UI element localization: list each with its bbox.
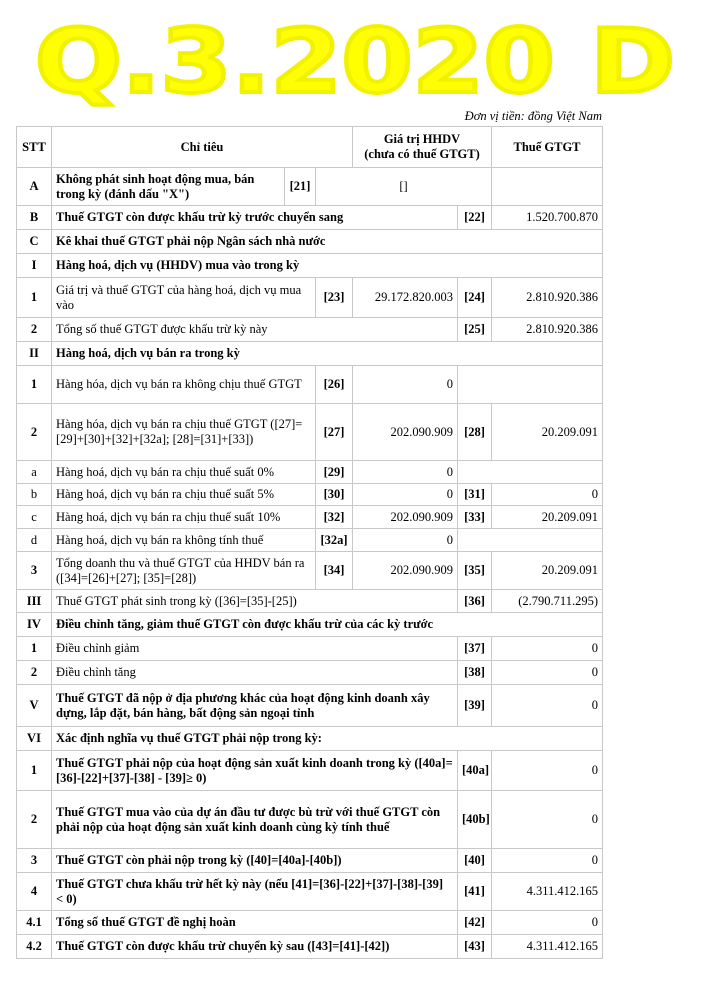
stamp-text: Q.3.2020 D	[35, 10, 675, 110]
header-stt: STT	[17, 127, 52, 168]
table-row: B Thuế GTGT còn được khấu trừ kỳ trước chuyển sang [22] 1.520.700.870	[17, 206, 603, 230]
table-row: C Kê khai thuế GTGT phải nộp Ngân sách nhà nước	[17, 230, 603, 254]
table-row: d Hàng hoá, dịch vụ bán ra không tính thuế [32a] 0	[17, 529, 603, 552]
table-row: 3 Tổng doanh thu và thuế GTGT của HHDV bán ra ([34]=[26]+[27]; [35]=[28]) [34] 202.090.909 [35] 20.209.091	[17, 552, 603, 590]
yellow-stamp	[0, 0, 711, 110]
table-row: 4.2 Thuế GTGT còn được khấu trừ chuyển kỳ sau ([43]=[41]-[42]) [43] 4.311.412.165	[17, 935, 603, 959]
table-row: IV Điều chỉnh tăng, giảm thuế GTGT còn được khấu trừ của các kỳ trước	[17, 613, 603, 637]
table-row: 2 Tổng số thuế GTGT được khấu trừ kỳ này [25] 2.810.920.386	[17, 318, 603, 342]
table-row: 4 Thuế GTGT chưa khấu trừ hết kỳ này (nếu [41]=[36]-[22]+[37]-[38]-[39] < 0) [41] 4.311.412.165	[17, 873, 603, 911]
table-row: III Thuế GTGT phát sinh trong kỳ ([36]=[35]-[25]) [36] (2.790.711.295)	[17, 590, 603, 613]
vat-declaration-table	[16, 126, 603, 959]
table-row: 1 Giá trị và thuế GTGT của hàng hoá, dịch vụ mua vào [23] 29.172.820.003 [24] 2.810.920.386	[17, 278, 603, 318]
header-chi-tieu: Chỉ tiêu	[52, 127, 353, 168]
table-row: a Hàng hoá, dịch vụ bán ra chịu thuế suất 0% [29] 0	[17, 461, 603, 484]
table-row: 1 Thuế GTGT phải nộp của hoạt động sản xuất kinh doanh trong kỳ ([40a]=[36]-[22]+[37]-[38] - [39]≥ 0) [40a] 0	[17, 751, 603, 791]
table-row: V Thuế GTGT đã nộp ở địa phương khác của hoạt động kinh doanh xây dựng, lắp đặt, bán hàng, bất động sản ngoại tỉnh [39] 0	[17, 685, 603, 727]
table-row: 1 Hàng hóa, dịch vụ bán ra không chịu thuế GTGT [26] 0	[17, 366, 603, 404]
table-row: 1 Điều chỉnh giảm [37] 0	[17, 637, 603, 661]
table-row: 3 Thuế GTGT còn phải nộp trong kỳ ([40]=[40a]-[40b]) [40] 0	[17, 849, 603, 873]
header-gia-tri: Giá trị HHDV (chưa có thuế GTGT)	[353, 127, 492, 168]
table-row: I Hàng hoá, dịch vụ (HHDV) mua vào trong kỳ	[17, 254, 603, 278]
no-activity-checkbox[interactable]: []	[316, 168, 492, 206]
table-row: A Không phát sinh hoạt động mua, bán trong kỳ (đánh dấu "X") [21] []	[17, 168, 603, 206]
table-header	[17, 127, 603, 168]
table-row: 4.1 Tổng số thuế GTGT đề nghị hoàn [42] 0	[17, 911, 603, 935]
table-row: 2 Thuế GTGT mua vào của dự án đầu tư được bù trừ với thuế GTGT còn phải nộp của hoạt động sản xuất kinh doanh cùng kỳ tính thuế [40b] 0	[17, 791, 603, 849]
table-row: VI Xác định nghĩa vụ thuế GTGT phải nộp trong kỳ:	[17, 727, 603, 751]
table-row: 2 Điều chỉnh tăng [38] 0	[17, 661, 603, 685]
table-row: 2 Hàng hóa, dịch vụ bán ra chịu thuế GTGT ([27]=[29]+[30]+[32]+[32a]; [28]=[31]+[33]) [27] 202.090.909 [28] 20.209.091	[17, 404, 603, 461]
table-row: b Hàng hoá, dịch vụ bán ra chịu thuế suất 5% [30] 0 [31] 0	[17, 484, 603, 506]
currency-unit-note: Đơn vị tiền: đồng Việt Nam	[464, 109, 602, 123]
header-thue: Thuế GTGT	[492, 127, 603, 168]
table-row: c Hàng hoá, dịch vụ bán ra chịu thuế suất 10% [32] 202.090.909 [33] 20.209.091	[17, 506, 603, 529]
table-row: II Hàng hoá, dịch vụ bán ra trong kỳ	[17, 342, 603, 366]
